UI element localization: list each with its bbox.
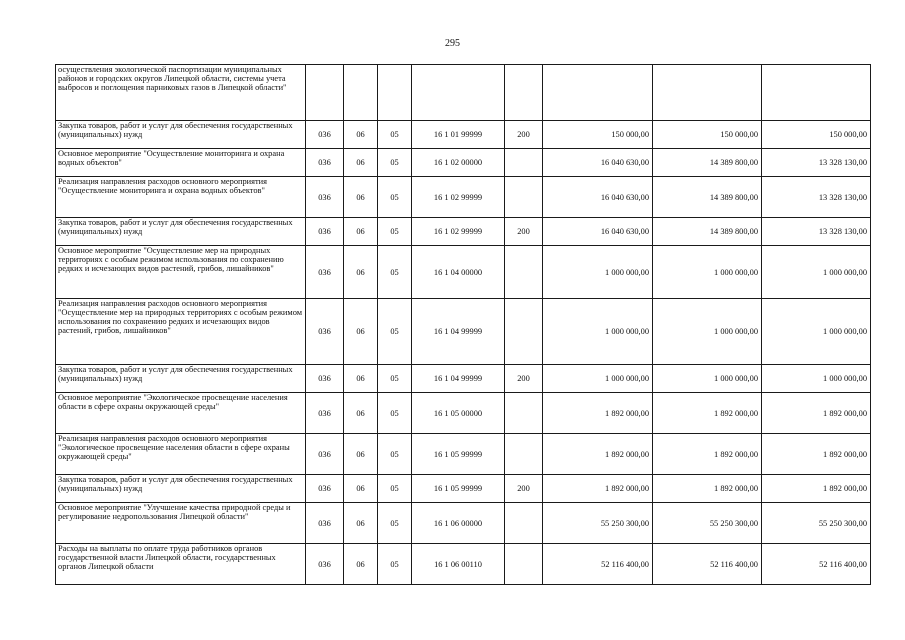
subsection-code: 05 bbox=[378, 365, 412, 393]
ministry-code: 036 bbox=[306, 121, 344, 149]
table-row bbox=[56, 149, 871, 177]
target-article-code: 16 1 05 00000 bbox=[412, 393, 505, 434]
table-row bbox=[56, 65, 871, 121]
section-code: 06 bbox=[344, 544, 378, 585]
subsection-code: 05 bbox=[378, 544, 412, 585]
amount-year-3: 13 328 130,00 bbox=[762, 218, 871, 246]
amount-year-3: 150 000,00 bbox=[762, 121, 871, 149]
section-code: 06 bbox=[344, 149, 378, 177]
amount-year-1: 1 892 000,00 bbox=[543, 393, 653, 434]
amount-year-3 bbox=[762, 65, 871, 121]
amount-year-3: 52 116 400,00 bbox=[762, 544, 871, 585]
section-code: 06 bbox=[344, 434, 378, 475]
amount-year-2: 1 892 000,00 bbox=[653, 393, 762, 434]
section-code bbox=[344, 65, 378, 121]
amount-year-1: 150 000,00 bbox=[543, 121, 653, 149]
amount-year-2: 1 000 000,00 bbox=[653, 365, 762, 393]
expense-type-code bbox=[505, 177, 543, 218]
table-row bbox=[56, 246, 871, 299]
section-code: 06 bbox=[344, 503, 378, 544]
section-code: 06 bbox=[344, 246, 378, 299]
ministry-code: 036 bbox=[306, 246, 344, 299]
expense-type-code bbox=[505, 65, 543, 121]
target-article-code: 16 1 04 99999 bbox=[412, 365, 505, 393]
amount-year-2: 150 000,00 bbox=[653, 121, 762, 149]
table-row bbox=[56, 475, 871, 503]
amount-year-3: 1 000 000,00 bbox=[762, 365, 871, 393]
expense-type-code bbox=[505, 503, 543, 544]
row-description: Закупка товаров, работ и услуг для обеспечения государственных (муниципальных) нужд bbox=[56, 218, 306, 246]
target-article-code: 16 1 02 99999 bbox=[412, 218, 505, 246]
row-description: Реализация направления расходов основного мероприятия "Осуществление мер на природных территориях с особым режимом использования по сохранению редких и исчезающих видов растений, грибов, лишайников" bbox=[56, 299, 306, 365]
target-article-code: 16 1 04 00000 bbox=[412, 246, 505, 299]
ministry-code: 036 bbox=[306, 544, 344, 585]
expense-type-code bbox=[505, 149, 543, 177]
ministry-code: 036 bbox=[306, 177, 344, 218]
amount-year-3: 1 892 000,00 bbox=[762, 434, 871, 475]
table-row bbox=[56, 299, 871, 365]
amount-year-1: 16 040 630,00 bbox=[543, 218, 653, 246]
ministry-code: 036 bbox=[306, 434, 344, 475]
section-code: 06 bbox=[344, 475, 378, 503]
table-row bbox=[56, 544, 871, 585]
amount-year-3: 1 892 000,00 bbox=[762, 393, 871, 434]
target-article-code: 16 1 05 99999 bbox=[412, 434, 505, 475]
amount-year-3: 1 892 000,00 bbox=[762, 475, 871, 503]
row-description: Основное мероприятие "Осуществление мониторинга и охрана водных объектов" bbox=[56, 149, 306, 177]
amount-year-2: 52 116 400,00 bbox=[653, 544, 762, 585]
table-row bbox=[56, 177, 871, 218]
row-description: Расходы на выплаты по оплате труда работников органов государственной власти Липецкой области, государственных органов Липецкой области bbox=[56, 544, 306, 585]
row-description: Реализация направления расходов основного мероприятия "Осуществление мониторинга и охрана водных объектов" bbox=[56, 177, 306, 218]
amount-year-3: 1 000 000,00 bbox=[762, 246, 871, 299]
amount-year-1: 1 892 000,00 bbox=[543, 475, 653, 503]
amount-year-2 bbox=[653, 65, 762, 121]
subsection-code: 05 bbox=[378, 299, 412, 365]
amount-year-2: 1 892 000,00 bbox=[653, 434, 762, 475]
target-article-code: 16 1 06 00110 bbox=[412, 544, 505, 585]
row-description: Закупка товаров, работ и услуг для обеспечения государственных (муниципальных) нужд bbox=[56, 475, 306, 503]
target-article-code: 16 1 02 99999 bbox=[412, 177, 505, 218]
expense-type-code bbox=[505, 246, 543, 299]
subsection-code: 05 bbox=[378, 434, 412, 475]
table-row bbox=[56, 121, 871, 149]
row-description: Основное мероприятие "Улучшение качества природной среды и регулирование недропользования Липецкой области" bbox=[56, 503, 306, 544]
subsection-code: 05 bbox=[378, 475, 412, 503]
subsection-code: 05 bbox=[378, 177, 412, 218]
amount-year-2: 1 892 000,00 bbox=[653, 475, 762, 503]
amount-year-2: 14 389 800,00 bbox=[653, 149, 762, 177]
table-row bbox=[56, 503, 871, 544]
section-code: 06 bbox=[344, 299, 378, 365]
target-article-code: 16 1 05 99999 bbox=[412, 475, 505, 503]
amount-year-3: 1 000 000,00 bbox=[762, 299, 871, 365]
row-description: осуществления экологической паспортизации муниципальных районов и городских округов Липецкой области, системы учета выбросов и поглощения парниковых газов в Липецкой области" bbox=[56, 65, 306, 121]
ministry-code bbox=[306, 65, 344, 121]
amount-year-2: 14 389 800,00 bbox=[653, 177, 762, 218]
section-code: 06 bbox=[344, 121, 378, 149]
section-code: 06 bbox=[344, 393, 378, 434]
amount-year-1: 1 000 000,00 bbox=[543, 299, 653, 365]
subsection-code: 05 bbox=[378, 393, 412, 434]
ministry-code: 036 bbox=[306, 475, 344, 503]
expense-type-code bbox=[505, 434, 543, 475]
amount-year-3: 55 250 300,00 bbox=[762, 503, 871, 544]
amount-year-1: 16 040 630,00 bbox=[543, 177, 653, 218]
amount-year-1: 1 000 000,00 bbox=[543, 246, 653, 299]
ministry-code: 036 bbox=[306, 393, 344, 434]
expense-type-code bbox=[505, 544, 543, 585]
expense-type-code: 200 bbox=[505, 121, 543, 149]
table-row bbox=[56, 365, 871, 393]
row-description: Основное мероприятие "Экологическое просвещение населения области в сфере охраны окружающей среды" bbox=[56, 393, 306, 434]
amount-year-3: 13 328 130,00 bbox=[762, 177, 871, 218]
row-description: Реализация направления расходов основного мероприятия "Экологическое просвещение населения области в сфере охраны окружающей среды" bbox=[56, 434, 306, 475]
target-article-code: 16 1 06 00000 bbox=[412, 503, 505, 544]
expense-type-code: 200 bbox=[505, 475, 543, 503]
ministry-code: 036 bbox=[306, 149, 344, 177]
expense-type-code: 200 bbox=[505, 218, 543, 246]
expense-type-code bbox=[505, 299, 543, 365]
target-article-code bbox=[412, 65, 505, 121]
subsection-code bbox=[378, 65, 412, 121]
amount-year-1: 1 000 000,00 bbox=[543, 365, 653, 393]
amount-year-2: 14 389 800,00 bbox=[653, 218, 762, 246]
subsection-code: 05 bbox=[378, 246, 412, 299]
target-article-code: 16 1 01 99999 bbox=[412, 121, 505, 149]
row-description: Основное мероприятие "Осуществление мер на природных территориях с особым режимом использования по сохранению редких и исчезающих видов растений, грибов, лишайников" bbox=[56, 246, 306, 299]
subsection-code: 05 bbox=[378, 121, 412, 149]
row-description: Закупка товаров, работ и услуг для обеспечения государственных (муниципальных) нужд bbox=[56, 365, 306, 393]
expense-type-code bbox=[505, 393, 543, 434]
target-article-code: 16 1 04 99999 bbox=[412, 299, 505, 365]
amount-year-2: 1 000 000,00 bbox=[653, 246, 762, 299]
amount-year-2: 55 250 300,00 bbox=[653, 503, 762, 544]
ministry-code: 036 bbox=[306, 503, 344, 544]
ministry-code: 036 bbox=[306, 365, 344, 393]
subsection-code: 05 bbox=[378, 149, 412, 177]
section-code: 06 bbox=[344, 365, 378, 393]
table-row bbox=[56, 434, 871, 475]
amount-year-1: 1 892 000,00 bbox=[543, 434, 653, 475]
section-code: 06 bbox=[344, 218, 378, 246]
subsection-code: 05 bbox=[378, 503, 412, 544]
row-description: Закупка товаров, работ и услуг для обеспечения государственных (муниципальных) нужд bbox=[56, 121, 306, 149]
page-number: 295 bbox=[445, 38, 460, 49]
table-row bbox=[56, 218, 871, 246]
amount-year-1: 16 040 630,00 bbox=[543, 149, 653, 177]
amount-year-3: 13 328 130,00 bbox=[762, 149, 871, 177]
amount-year-2: 1 000 000,00 bbox=[653, 299, 762, 365]
amount-year-1: 55 250 300,00 bbox=[543, 503, 653, 544]
budget-table bbox=[55, 64, 871, 585]
ministry-code: 036 bbox=[306, 299, 344, 365]
subsection-code: 05 bbox=[378, 218, 412, 246]
amount-year-1: 52 116 400,00 bbox=[543, 544, 653, 585]
amount-year-1 bbox=[543, 65, 653, 121]
ministry-code: 036 bbox=[306, 218, 344, 246]
expense-type-code: 200 bbox=[505, 365, 543, 393]
target-article-code: 16 1 02 00000 bbox=[412, 149, 505, 177]
section-code: 06 bbox=[344, 177, 378, 218]
table-body bbox=[56, 65, 871, 585]
table-row bbox=[56, 393, 871, 434]
